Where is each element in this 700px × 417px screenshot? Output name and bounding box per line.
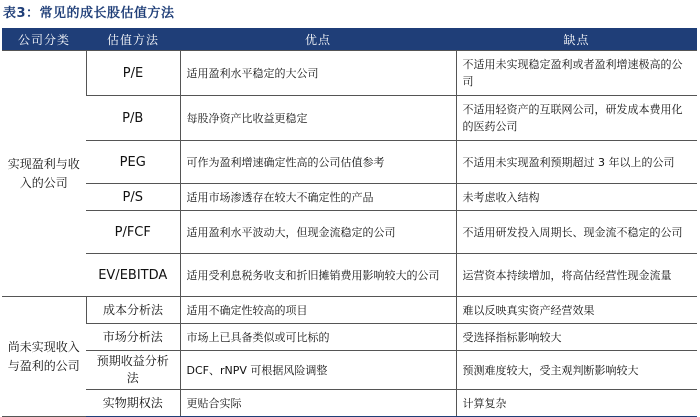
con-cell: 运营资本持续增加，将高估经营性现金流量	[456, 254, 697, 297]
pro-cell: 适用市场渗透存在较大不确定性的产品	[180, 184, 456, 211]
pro-cell: 市场上已具备类似或可比标的	[180, 324, 456, 351]
table-row	[2, 390, 697, 417]
pro-cell: 适用不确定性较高的项目	[180, 297, 456, 324]
con-cell: 不适用未实现稳定盈利或者盈利增速极高的公司	[456, 51, 697, 96]
con-cell: 难以反映真实资产经营效果	[456, 297, 697, 324]
con-cell: 预测难度较大，受主观判断影响较大	[456, 351, 697, 390]
category-cell: 尚未实现收入与盈利的公司	[2, 297, 86, 417]
pro-cell: 可作为盈利增速确定性高的公司估值参考	[180, 141, 456, 184]
con-cell: 不适用研发投入周期长、现金流不稳定的公司	[456, 211, 697, 254]
method-cell: P/S	[86, 184, 180, 211]
pro-cell: 适用盈利水平波动大，但现金流稳定的公司	[180, 211, 456, 254]
table-row	[2, 51, 697, 96]
header-cons: 缺点	[456, 28, 697, 51]
method-cell: P/E	[86, 51, 180, 96]
method-cell: P/B	[86, 96, 180, 141]
header-method: 估值方法	[86, 28, 180, 51]
method-cell: 实物期权法	[86, 390, 180, 417]
con-cell: 未考虑收入结构	[456, 184, 697, 211]
con-cell: 不适用轻资产的互联网公司，研发成本费用化的医药公司	[456, 96, 697, 141]
header-pros: 优点	[180, 28, 456, 51]
valuation-methods-table	[2, 28, 697, 417]
table-row	[2, 351, 697, 390]
header-category: 公司分类	[2, 28, 86, 51]
table-row	[2, 324, 697, 351]
table-row	[2, 184, 697, 211]
con-cell: 不适用未实现盈利预期超过 3 年以上的公司	[456, 141, 697, 184]
pro-cell: 适用盈利水平稳定的大公司	[180, 51, 456, 96]
table-row	[2, 211, 697, 254]
category-cell: 实现盈利与收入的公司	[2, 51, 86, 297]
method-cell: P/FCF	[86, 211, 180, 254]
method-cell: 预期收益分析法	[86, 351, 180, 390]
table-row	[2, 297, 697, 324]
table-row	[2, 254, 697, 297]
con-cell: 计算复杂	[456, 390, 697, 417]
method-cell: EV/EBITDA	[86, 254, 180, 297]
method-cell: PEG	[86, 141, 180, 184]
pro-cell: 每股净资产比收益更稳定	[180, 96, 456, 141]
table-title: 表3：常见的成长股估值方法	[3, 6, 175, 21]
pro-cell: 适用受利息税务收支和折旧摊销费用影响较大的公司	[180, 254, 456, 297]
table-row	[2, 141, 697, 184]
pro-cell: 更贴合实际	[180, 390, 456, 417]
method-cell: 市场分析法	[86, 324, 180, 351]
header-row	[2, 28, 697, 51]
pro-cell: DCF、rNPV 可根据风险调整	[180, 351, 456, 390]
method-cell: 成本分析法	[86, 297, 180, 324]
table-row	[2, 96, 697, 141]
con-cell: 受选择指标影响较大	[456, 324, 697, 351]
